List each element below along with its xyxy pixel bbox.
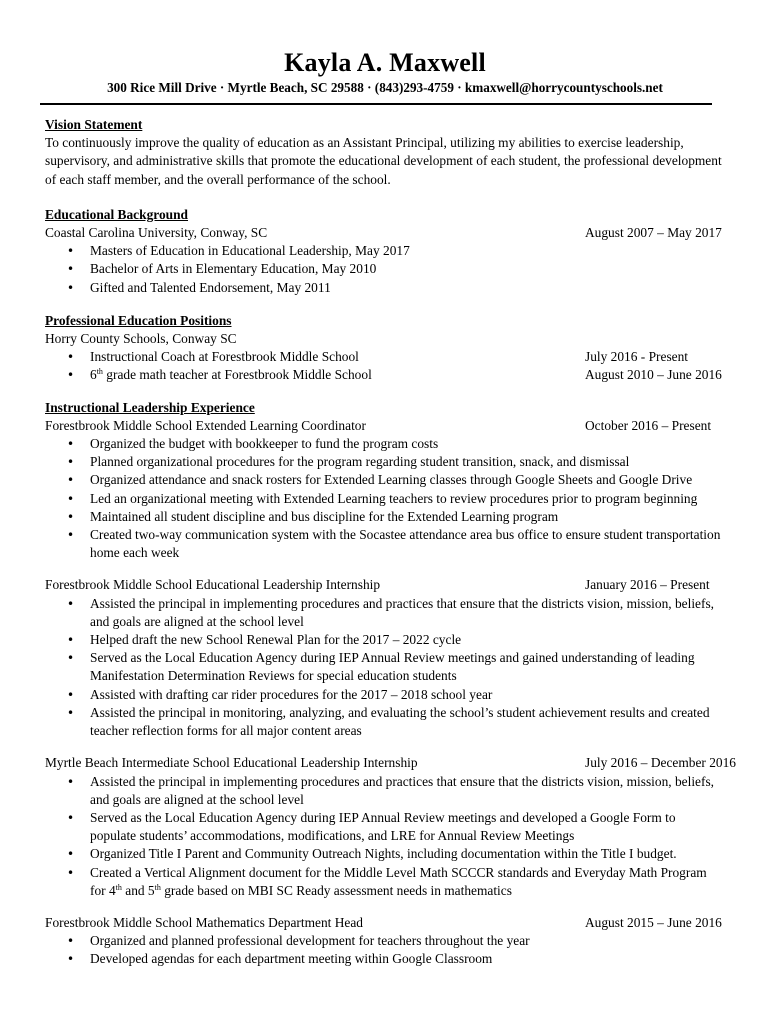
position-dates: July 2016 - Present — [585, 349, 689, 365]
education-title: Educational Background — [45, 206, 189, 222]
education-list — [45, 242, 725, 297]
vision-title: Vision Statement — [45, 117, 143, 132]
vision-text: To continuously improve the quality of education as an Assistant Principal, utilizing my abilities to exercise leadership, supervisory, and administrative skills that promote the educational development of each student, the professional development of each staff member, and the overall performance of the school. — [45, 135, 722, 187]
role-block — [45, 576, 725, 740]
list-item: • Masters of Education in Educational Leadership, May 2017 — [90, 242, 725, 260]
education-header-row — [45, 224, 725, 242]
list-item: • Assisted the principal in monitoring, analyzing, and evaluating the school’s student achievement results and created teacher reflection forms for all major content areas — [90, 704, 725, 740]
resume-page — [45, 48, 736, 969]
list-item: • Bachelor of Arts in Elementary Education, May 2010 — [90, 260, 725, 278]
positions-title: Professional Education Positions — [45, 312, 232, 328]
role-title: Forestbrook Middle School Extended Learning Coordinator — [45, 417, 366, 433]
list-item: • Created a Vertical Alignment document for the Middle Level Math SCCCR standards and Everyday Math Program for 4th and 5th grade based on MBI SC Ready assessment needs in mathematics — [90, 864, 725, 900]
list-item: • Assisted the principal in implementing procedures and practices that ensure that the districts vision, mission, beliefs, and goals are aligned at the school level — [90, 595, 725, 631]
role-title: Forestbrook Middle School Educational Leadership Internship — [45, 577, 381, 593]
leadership-section — [45, 399, 736, 969]
contact-line: 300 Rice Mill Drive · Myrtle Beach, SC 29588 · (843)293-4759 · kmaxwell@horrycountyschools.net — [107, 80, 663, 95]
list-item: • Served as the Local Education Agency during IEP Annual Review meetings and developed a Google Form to populate students’ accommodations, modifications, and LRE for Annual Review Meetings — [90, 809, 725, 845]
header-divider — [40, 103, 712, 105]
list-item: • Organized Title I Parent and Community Outreach Nights, including documentation within the Title I budget. — [90, 845, 725, 863]
list-item: • Organized and planned professional development for teachers throughout the year — [90, 932, 725, 950]
role-title: Myrtle Beach Intermediate School Educational Leadership Internship — [45, 755, 418, 771]
role-block — [45, 914, 725, 969]
list-item — [90, 348, 725, 366]
position-dates: August 2010 – June 2016 — [585, 367, 722, 383]
education-dates: August 2007 – May 2017 — [585, 225, 722, 241]
position-title: • Instructional Coach at Forestbrook Middle School — [90, 349, 359, 365]
list-item: • Organized attendance and snack rosters for Extended Learning classes through Google Sheets and Google Drive — [90, 471, 725, 489]
leadership-title: Instructional Leadership Experience — [45, 399, 255, 415]
list-item: • Led an organizational meeting with Extended Learning teachers to review procedures prior to program beginning — [90, 490, 725, 508]
role-block — [45, 754, 736, 900]
list-item: • Assisted with drafting car rider procedures for the 2017 – 2018 school year — [90, 686, 725, 704]
list-item: • Developed agendas for each department meeting within Google Classroom — [90, 950, 725, 968]
positions-employer: Horry County Schools, Conway SC — [45, 331, 237, 347]
list-item — [90, 366, 725, 384]
list-item: • Gifted and Talented Endorsement, May 2011 — [90, 279, 725, 297]
list-item: • Planned organizational procedures for the program regarding student transition, snack, and dismissal — [90, 453, 725, 471]
education-school: Coastal Carolina University, Conway, SC — [45, 225, 268, 241]
positions-list — [45, 348, 725, 384]
vision-section — [45, 116, 725, 189]
position-title: • 6th grade math teacher at Forestbrook Middle School — [90, 367, 372, 383]
list-item: • Maintained all student discipline and bus discipline for the Extended Learning program — [90, 508, 725, 526]
role-dates: August 2015 – June 2016 — [585, 914, 722, 930]
role-dates: January 2016 – Present — [585, 577, 710, 593]
list-item: • Assisted the principal in implementing procedures and practices that ensure that the districts vision, mission, beliefs, and goals are aligned at the school level — [90, 773, 725, 809]
list-item: • Helped draft the new School Renewal Plan for the 2017 – 2022 cycle — [90, 631, 725, 649]
positions-section — [45, 312, 725, 385]
list-item: • Created two-way communication system with the Socastee attendance area bus office to ensure student transportation home each week — [90, 526, 725, 562]
role-dates: October 2016 – Present — [585, 417, 712, 433]
role-block — [45, 417, 725, 563]
list-item: • Organized the budget with bookkeeper to fund the program costs — [90, 435, 725, 453]
education-section — [45, 206, 725, 297]
role-dates: July 2016 – December 2016 — [585, 755, 736, 771]
list-item: • Served as the Local Education Agency during IEP Annual Review meetings and gained understanding of leading Manifestation Determination Reviews for special education students — [90, 649, 725, 685]
role-title: Forestbrook Middle School Mathematics Department Head — [45, 914, 363, 930]
applicant-name: Kayla A. Maxwell — [284, 48, 486, 77]
